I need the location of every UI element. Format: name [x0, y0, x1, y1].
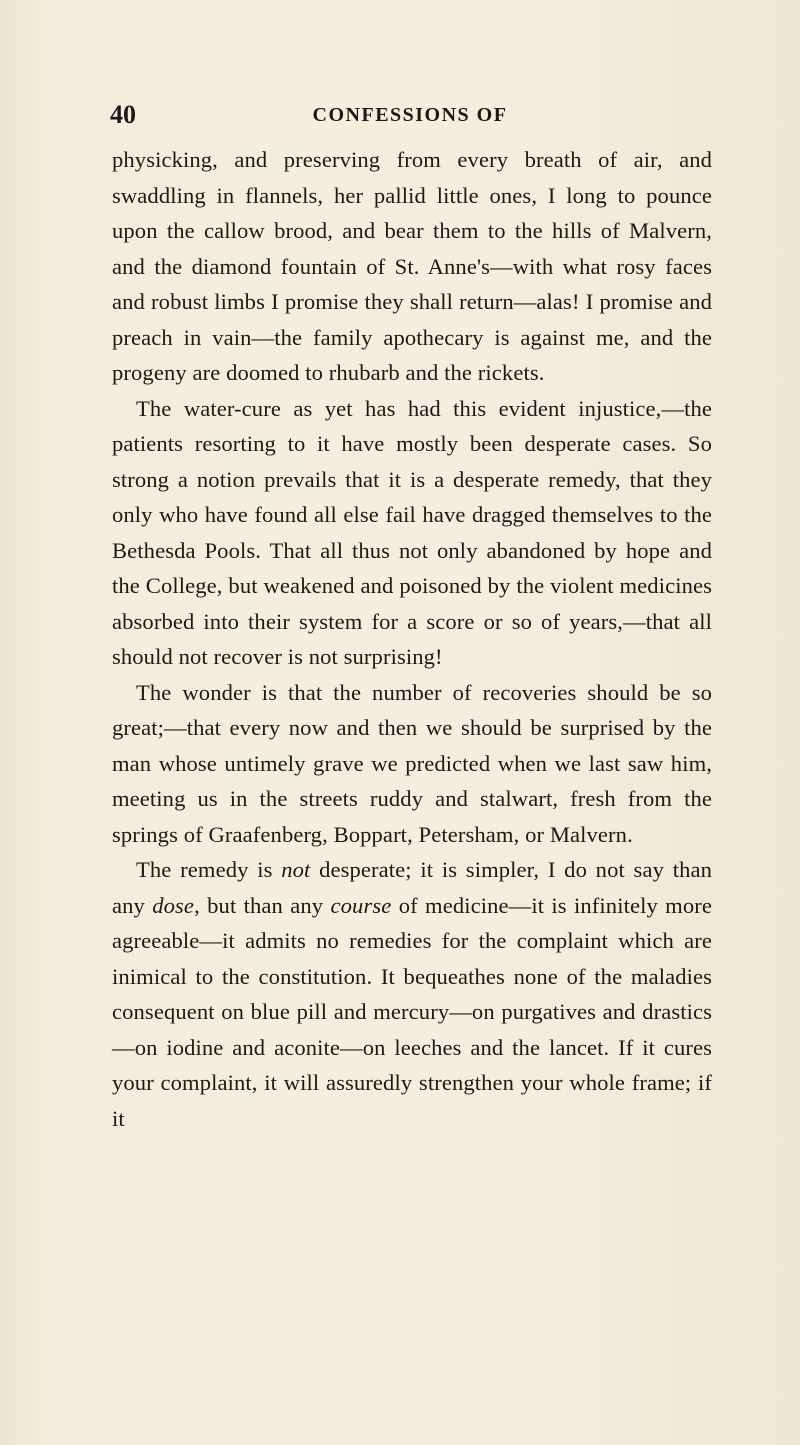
- page-header: [110, 100, 710, 134]
- paragraph-4-text-1: The remedy is: [136, 857, 282, 882]
- paragraph-4-text-2: desperate; it is simpler, I do not say than any: [112, 857, 712, 918]
- paragraph-2: The water-cure as yet has had this evident injustice,—the patients resorting to it have mostly been desperate cases. So strong a notion prevails that it is a desperate remedy, that they only who have found all else fail have dragged themselves to the Bethesda Pools. That all thus not only abandoned by hope and the College, but weakened and poisoned by the violent medicines absorbed into their system for a score or so of years,—that all should not recover is not surprising!: [112, 395, 712, 669]
- paragraph-4-emphasis-course: course: [330, 892, 392, 918]
- page-number: 40: [110, 100, 136, 129]
- body-text: [112, 142, 712, 1136]
- paragraph-4-emphasis-not: not: [281, 857, 311, 882]
- paragraph-3: The wonder is that the number of recoveries should be so great;—that every now and then we should be surprised by the man whose untimely grave we predicted when we last saw him, meeting us in the streets ruddy and stalwart, fresh from the springs of Graafenberg, Boppart, Petersham, or Malvern.: [112, 679, 712, 847]
- paragraph-4-text-3: , but than any: [194, 892, 331, 918]
- paragraph-4-text-4: of medicine—it is infinitely more agreeable—it admits no remedies for the complaint which are inimical to the constitution. It bequeathes none of the maladies consequent on blue pill and mercury—on purgatives and drastics—on iodine and aconite—on leeches and the lancet. If it cures your complaint, it will assuredly strengthen your whole frame; if it: [112, 892, 712, 1131]
- paragraph-1: physicking, and preserving from every breath of air, and swaddling in flannels, her pallid little ones, I long to pounce upon the callow brood, and bear them to the hills of Malvern, and the diamond fountain of St. Anne's—with what rosy faces and robust limbs I promise they shall return—alas! I promise and preach in vain—the family apothecary is against me, and the progeny are doomed to rhubarb and the rickets.: [112, 147, 712, 385]
- paragraph-4: [112, 852, 712, 1136]
- running-head: CONFESSIONS OF: [312, 104, 508, 126]
- paragraph-4-emphasis-dose: dose: [152, 892, 195, 918]
